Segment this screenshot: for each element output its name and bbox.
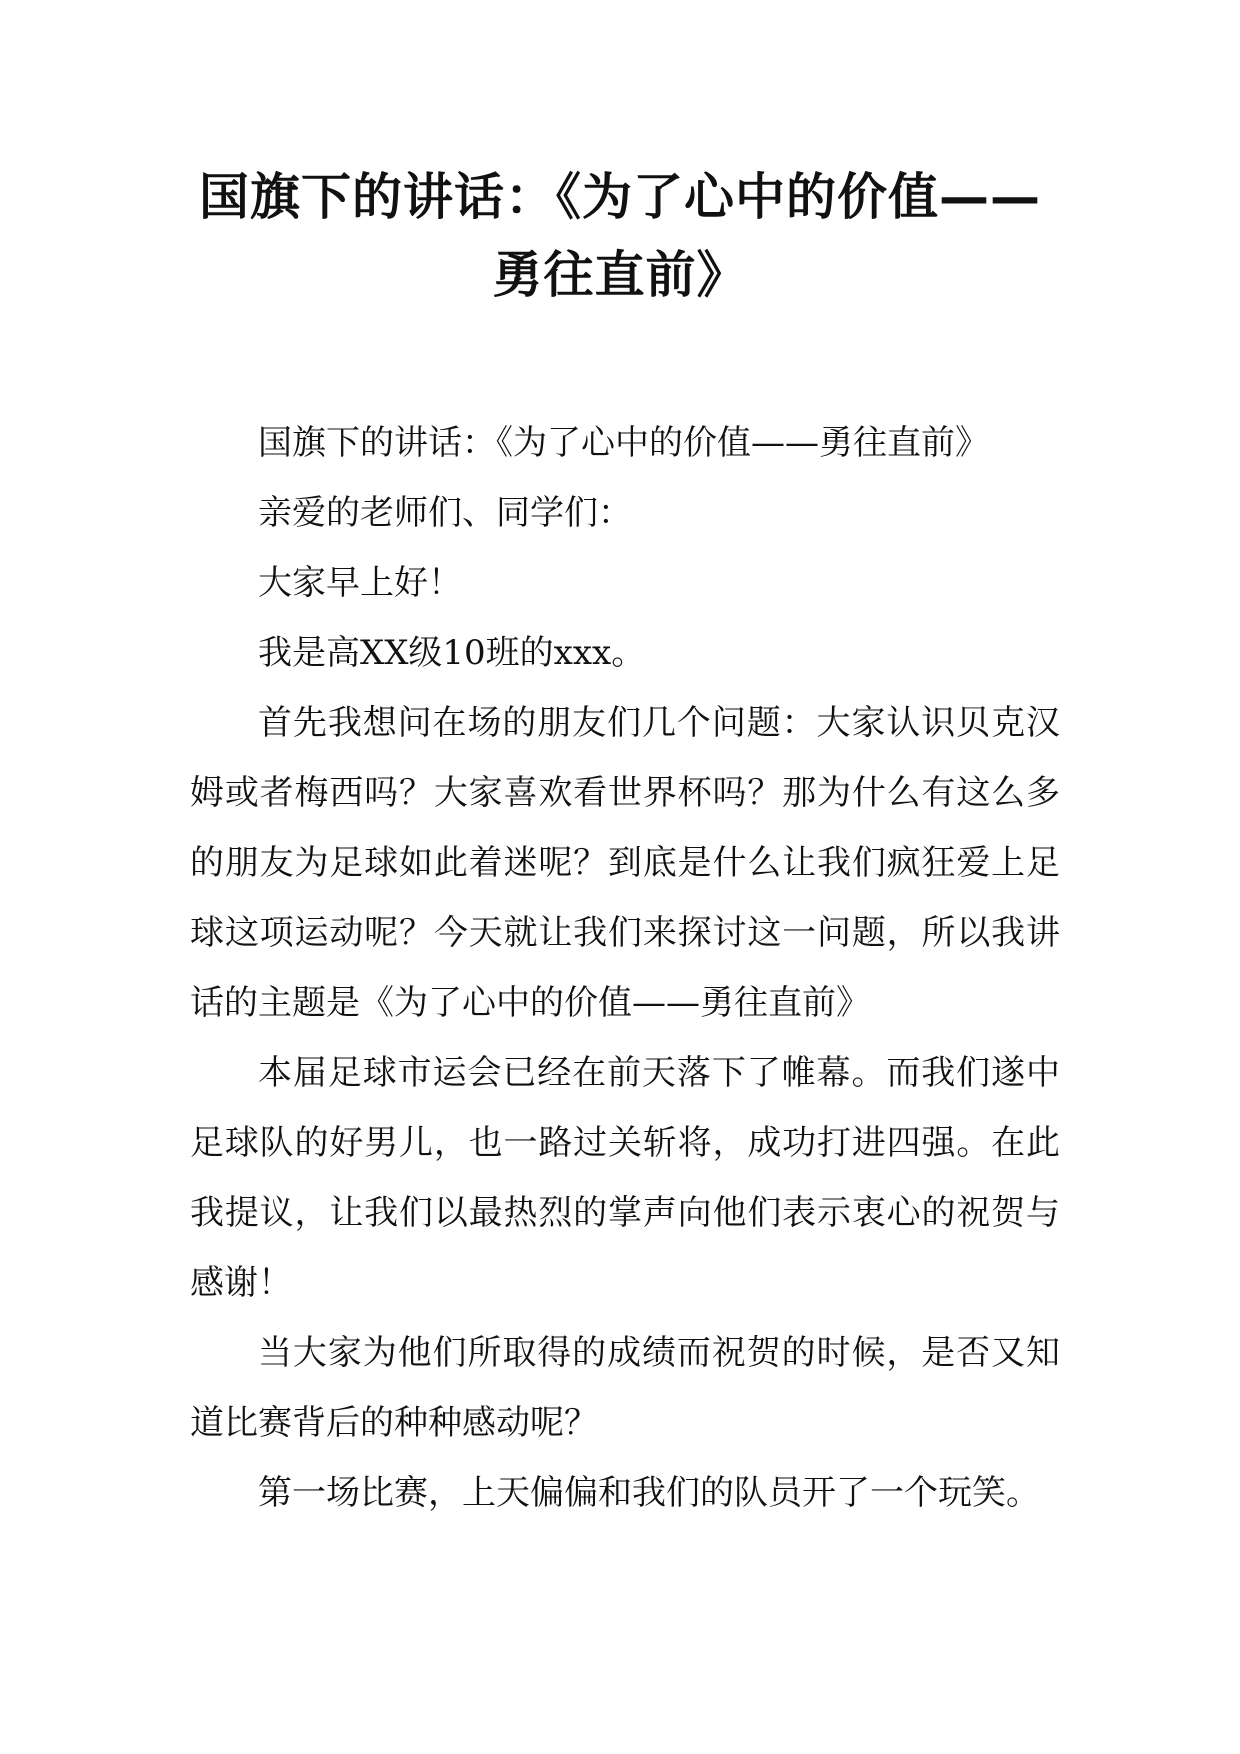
- paragraph-salutation: 亲爱的老师们、同学们：: [258, 493, 632, 533]
- title-line-2: 勇往直前》: [492, 246, 748, 304]
- paragraph-heading-repeat: 国旗下的讲话：《为了心中的价值——勇往直前》: [258, 423, 989, 463]
- document-body: [190, 408, 1060, 1528]
- title-line-1: 国旗下的讲话：《为了心中的价值——: [199, 168, 1041, 226]
- paragraph-greeting: 大家早上好！: [258, 563, 462, 603]
- paragraph-reflection: 当大家为他们所取得的成绩而祝贺的时候，是否又知道比赛背后的种种感动呢？: [190, 1333, 1060, 1443]
- document-title: [150, 158, 1090, 314]
- paragraph-first-match: 第一场比赛，上天偏偏和我们的队员开了一个玩笑。: [258, 1473, 1040, 1513]
- paragraph-questions: 首先我想问在场的朋友们几个问题：大家认识贝克汉姆或者梅西吗？大家喜欢看世界杯吗？那为什么有这么多的朋友为足球如此着迷呢？到底是什么让我们疯狂爱上足球这项运动呢？今天就让我们来探讨这一问题，所以我讲话的主题是《为了心中的价值——勇往直前》: [190, 703, 1060, 1023]
- paragraph-tournament: 本届足球市运会已经在前天落下了帷幕。而我们遂中足球队的好男儿，也一路过关斩将，成功打进四强。在此我提议，让我们以最热烈的掌声向他们表示衷心的祝贺与感谢！: [190, 1053, 1060, 1303]
- paragraph-introduction: 我是高XX级10班的xxx。: [258, 633, 646, 673]
